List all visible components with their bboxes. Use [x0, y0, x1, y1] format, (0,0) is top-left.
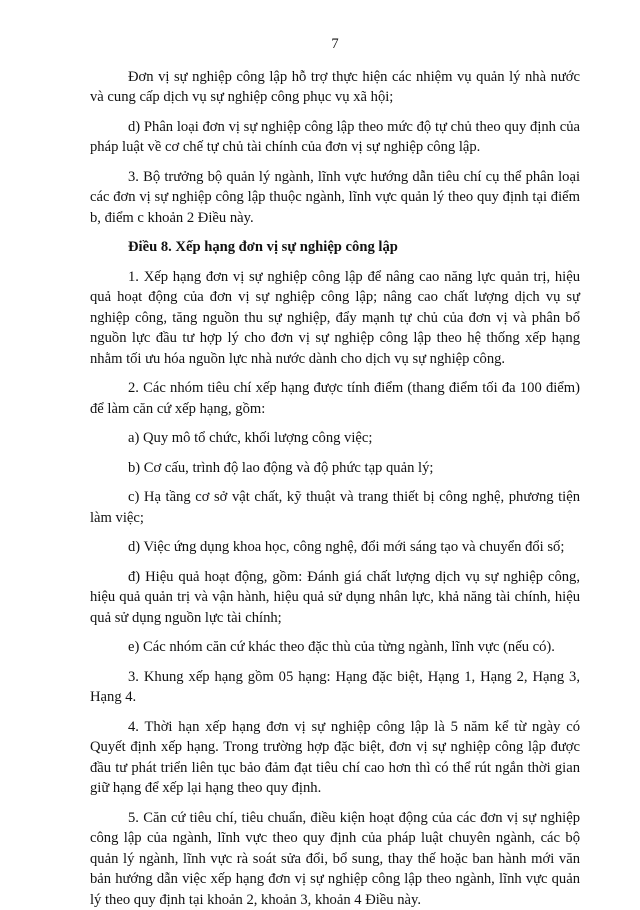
paragraph: d) Việc ứng dụng khoa học, công nghệ, đổi mới sáng tạo và chuyển đổi số;	[90, 537, 580, 558]
paragraph: Đơn vị sự nghiệp công lập hỗ trợ thực hiện các nhiệm vụ quản lý nhà nước và cung cấp dịch vụ sự nghiệp công phục vụ xã hội;	[90, 67, 580, 108]
article-heading: Điều 8. Xếp hạng đơn vị sự nghiệp công lập	[90, 237, 580, 258]
paragraph: 1. Xếp hạng đơn vị sự nghiệp công lập để nâng cao năng lực quản trị, hiệu quả hoạt động của đơn vị sự nghiệp công lập; nâng cao chất lượng dịch vụ sự nghiệp công, tăng nguồn thu sự nghiệp, đẩy mạnh tự chủ của đơn vị và phân bổ nguồn lực đầu tư hợp lý cho đơn vị sự nghiệp công lập theo hệ thống xếp hạng nhằm tối ưu hóa nguồn lực nhà nước dành cho dịch vụ sự nghiệp công.	[90, 267, 580, 370]
paragraph: 3. Khung xếp hạng gồm 05 hạng: Hạng đặc biệt, Hạng 1, Hạng 2, Hạng 3, Hạng 4.	[90, 667, 580, 708]
paragraph: b) Cơ cấu, trình độ lao động và độ phức tạp quản lý;	[90, 458, 580, 479]
paragraph: c) Hạ tầng cơ sở vật chất, kỹ thuật và trang thiết bị công nghệ, phương tiện làm việc;	[90, 487, 580, 528]
paragraph: 4. Thời hạn xếp hạng đơn vị sự nghiệp công lập là 5 năm kể từ ngày có Quyết định xếp hạng. Trong trường hợp đặc biệt, đơn vị sự nghiệp công lập được đầu tư phát triển liên tục bảo đảm đạt tiêu chí cao hơn thì có thể rút ngắn thời gian giữ hạng để xếp lại hạng theo quy định.	[90, 717, 580, 799]
paragraph: đ) Hiệu quả hoạt động, gồm: Đánh giá chất lượng dịch vụ sự nghiệp công, hiệu quả quản trị và vận hành, hiệu quả sử dụng nhân lực, khả năng tài chính, hiệu quả sử dụng nguồn lực tài chính;	[90, 567, 580, 629]
paragraph: e) Các nhóm căn cứ khác theo đặc thù của từng ngành, lĩnh vực (nếu có).	[90, 637, 580, 658]
paragraph: 3. Bộ trưởng bộ quản lý ngành, lĩnh vực hướng dẫn tiêu chí cụ thể phân loại các đơn vị sự nghiệp công lập thuộc ngành, lĩnh vực quản lý theo quy định tại điểm b, điểm c khoản 2 Điều này.	[90, 167, 580, 229]
paragraph: 2. Các nhóm tiêu chí xếp hạng được tính điểm (thang điểm tối đa 100 điểm) để làm căn cứ xếp hạng, gồm:	[90, 378, 580, 419]
paragraph: 5. Căn cứ tiêu chí, tiêu chuẩn, điều kiện hoạt động của các đơn vị sự nghiệp công lập của ngành, lĩnh vực theo quy định của pháp luật chuyên ngành, các bộ quản lý ngành, lĩnh vực rà soát sửa đổi, bổ sung, thay thế hoặc ban hành mới văn bản hướng dẫn việc xếp hạng đơn vị sự nghiệp công lập theo ngành, lĩnh vực quản lý theo quy định tại khoản 2, khoản 3, khoản 4 Điều này.	[90, 808, 580, 910]
page-number: 7	[90, 34, 580, 55]
paragraph: d) Phân loại đơn vị sự nghiệp công lập theo mức độ tự chủ theo quy định của pháp luật về cơ chế tự chủ tài chính của đơn vị sự nghiệp công lập.	[90, 117, 580, 158]
paragraph: a) Quy mô tổ chức, khối lượng công việc;	[90, 428, 580, 449]
